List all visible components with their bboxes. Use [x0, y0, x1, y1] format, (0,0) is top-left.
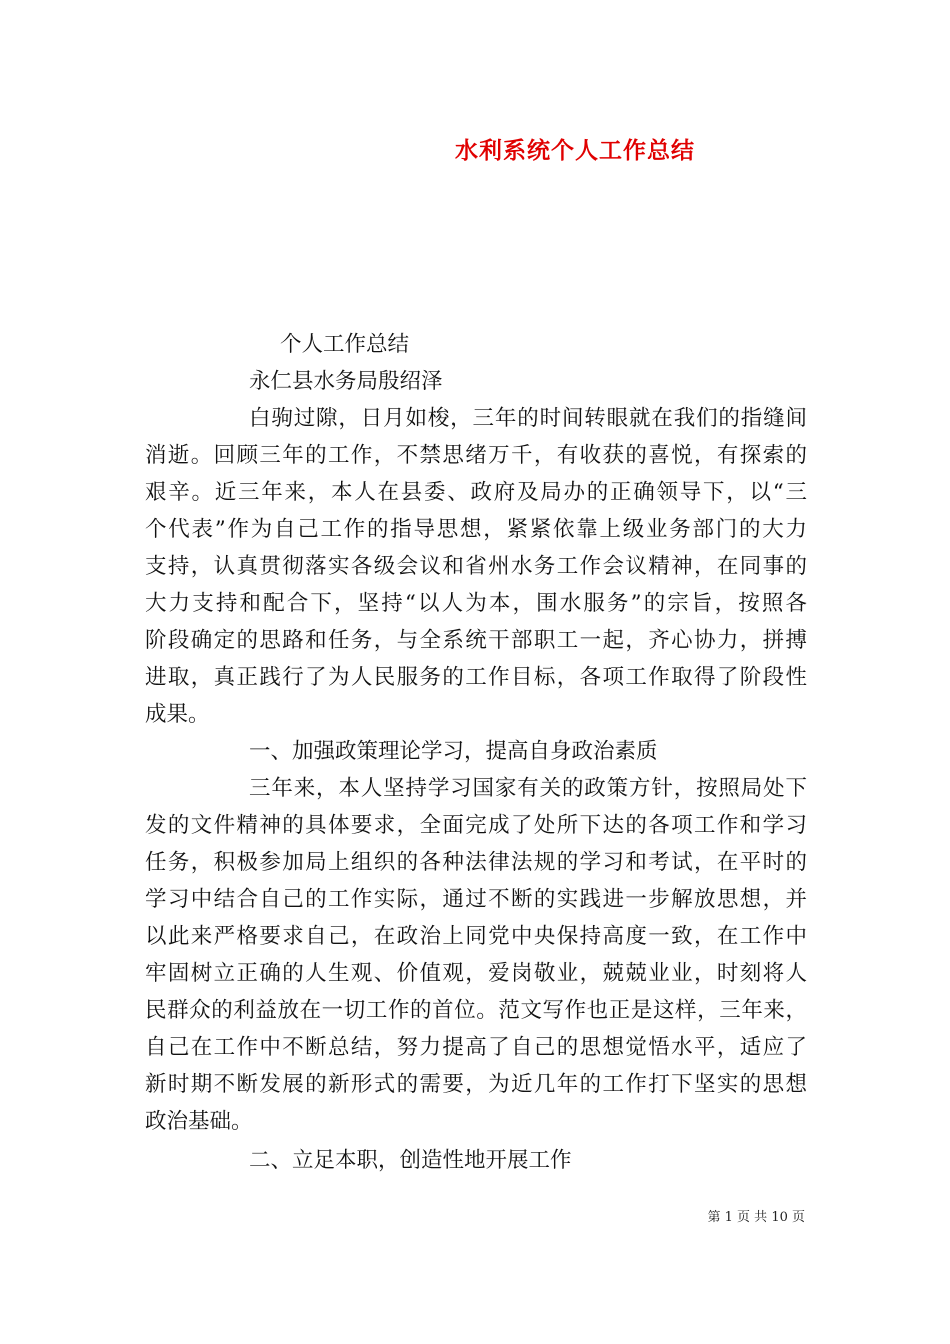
section-heading-2: 二、立足本职，创造性地开展工作	[249, 1148, 572, 1173]
paragraph-2-line: 三年来，本人坚持学习国家有关的政策方针，按照局处下	[249, 776, 807, 801]
paragraph-2-line: 牢固树立正确的人生观、价值观，爱岗敬业，兢兢业业，时刻将人	[145, 961, 807, 986]
paragraph-2-line: 新时期不断发展的新形式的需要，为近几年的工作打下坚实的思想	[145, 1072, 807, 1097]
paragraph-1-line: 消逝。回顾三年的工作，不禁思绪万千，有收获的喜悦，有探索的	[145, 443, 807, 468]
paragraph-2-line: 以此来严格要求自己，在政治上同党中央保持高度一致，在工作中	[145, 924, 807, 949]
paragraph-1-line: 大力支持和配合下，坚持“以人为本，围水服务”的宗旨，按照各	[145, 591, 807, 616]
paragraph-1-line: 成果。	[145, 702, 210, 727]
paragraph-1-line: 支持，认真贯彻落实各级会议和省州水务工作会议精神，在同事的	[145, 554, 807, 579]
subtitle: 个人工作总结	[280, 332, 410, 357]
paragraph-2-line: 自己在工作中不断总结，努力提高了自己的思想觉悟水平，适应了	[145, 1035, 807, 1060]
paragraph-1-line: 白驹过隙，日月如梭，三年的时间转眼就在我们的指缝间	[249, 406, 807, 431]
paragraph-2-line: 民群众的利益放在一切工作的首位。范文写作也正是这样，三年来，	[145, 998, 807, 1023]
page-number-footer: 第 1 页 共 10 页	[707, 1210, 805, 1225]
document-title	[0, 132, 950, 165]
paragraph-2-line: 任务，积极参加局上组织的各种法律法规的学习和考试，在平时的	[145, 850, 807, 875]
paragraph-1-line: 个代表”作为自己工作的指导思想，紧紧依靠上级业务部门的大力	[145, 517, 807, 542]
paragraph-2-line: 学习中结合自己的工作实际，通过不断的实践进一步解放思想，并	[145, 887, 807, 912]
paragraph-2-line: 发的文件精神的具体要求，全面完成了处所下达的各项工作和学习	[145, 813, 807, 838]
paragraph-1-line: 阶段确定的思路和任务，与全系统干部职工一起，齐心协力，拼搏	[145, 628, 807, 653]
paragraph-1-line: 进取，真正践行了为人民服务的工作目标，各项工作取得了阶段性	[145, 665, 807, 690]
paragraph-1-line: 艰辛。近三年来，本人在县委、政府及局办的正确领导下，以“三	[145, 480, 807, 505]
author-line: 永仁县水务局殷绍泽	[249, 369, 443, 394]
paragraph-2-line: 政治基础。	[145, 1109, 253, 1134]
document-body	[145, 326, 807, 1179]
document-title-text: 水利系统个人工作总结	[455, 137, 695, 164]
section-heading-1: 一、加强政策理论学习，提高自身政治素质	[249, 739, 658, 764]
